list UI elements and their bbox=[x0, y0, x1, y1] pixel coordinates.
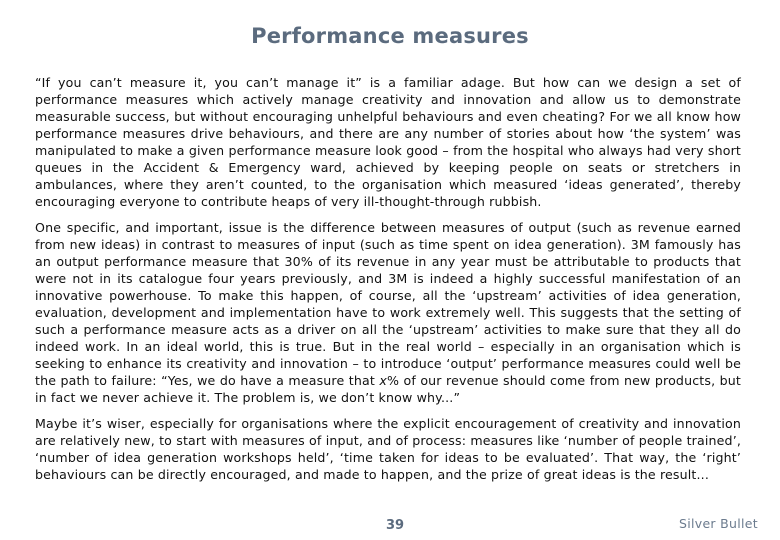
page-title: Performance measures bbox=[251, 24, 529, 48]
page-number: 39 bbox=[385, 518, 405, 533]
brand-footer: Silver Bullet bbox=[678, 516, 758, 531]
paragraph-2-part-2: % of our revenue should come from new products, but in fact we never achieve it. The problem is, we don’t know why...” bbox=[35, 373, 741, 405]
paragraph-1: “If you can’t measure it, you can’t manage it” is a familiar adage. But how can we design a set of performance measures which actively manage creativity and innovation and allow us to demonstrate measurable success, but without encouraging unhelpful behaviours and even cheating? For we all know how performance measures drive behaviours, and there are any number of stories about how ‘the system’ was manipulated to make a given performance measure look good – from the hospital who always had very short queues in the Accident & Emergency ward, achieved by keeping people on seats or stretchers in ambulances, where they aren’t counted, to the organisation which measured ‘ideas generated’, thereby encouraging everyone to contribute heaps of very ill-thought-through rubbish. bbox=[35, 75, 741, 209]
paragraph-3: Maybe it’s wiser, especially for organisations where the explicit encouragement of creativity and innovation are relatively new, to start with measures of input, and of process: measures like ‘number of people trained’, ‘number of idea generation workshops held’, ‘time taken for ideas to be evaluated’. That way, the ‘right’ behaviours can be directly encouraged, and made to happen, and the prize of great ideas is the result... bbox=[35, 416, 741, 482]
paragraph-2-part-1: One specific, and important, issue is the difference between measures of output (such as revenue earned from new ideas) in contrast to measures of input (such as time spent on idea generation). 3M famously has an output performance measure that 30% of its revenue in any year must be attributable to products that were not in its catalogue four years previously, and 3M is indeed a highly successful manifestation of an innovative powerhouse. To make this happen, of course, all the ‘upstream’ activities of idea generation, evaluation, development and implementation have to work extremely well. This suggests that the setting of such a performance measure acts as a driver on all the ‘upstream’ activities to make sure that they all do indeed work. In an ideal world, this is true. But in the real world – especially in an organisation which is seeking to enhance its creativity and innovation – to introduce ‘output’ performance measures could well be the path to failure: “Yes, we do have a measure that bbox=[35, 220, 741, 388]
body-text bbox=[35, 74, 741, 492]
paragraph-2-italic-x: x bbox=[379, 373, 387, 388]
paragraph-2 bbox=[35, 219, 741, 406]
